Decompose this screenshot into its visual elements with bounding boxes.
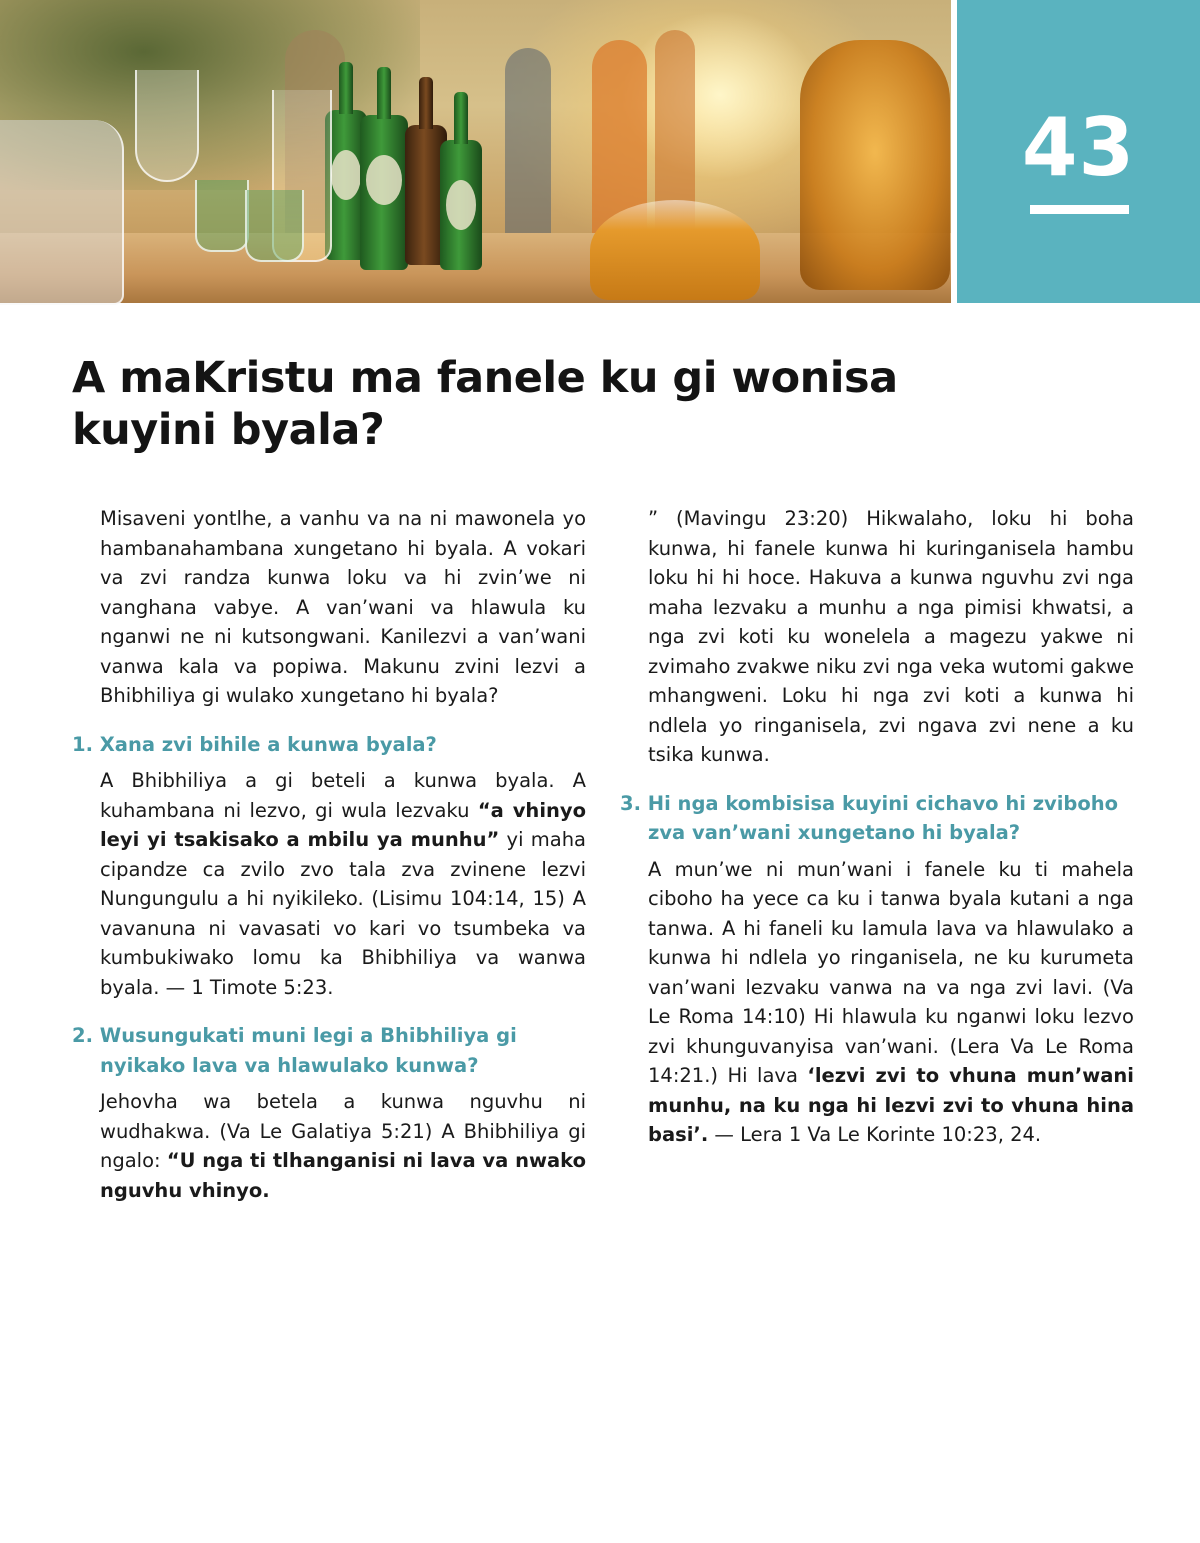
green-tumbler — [245, 190, 304, 262]
answer-2-emphasis: “U nga ti tlhanganisi ni lava va nwako nguvhu vhinyo. — [100, 1149, 586, 1202]
left-column — [72, 504, 587, 1202]
answer-3: A mun’we ni mun’wani i fanele ku ti mahela ciboho ha yece ca ku i tanwa byala kutani a nga tanwa. A hi faneli ku lamula lava va hlawulako a kunwa hi ndlela yo ringanisela, ne ku kurumeta van’wani lezvaku vanwa na va nga zvi lavi. (Va Le Roma 14:10) Hi hlawula ku nganwi loku lezvo zvi khunguvanyisa van’wani. (Lera Va Le Roma 14:21.) Hi lava ‘lezvi zvi to vhuna mun’wani munhu, na ku nga hi lezvi zvi to vhuna hina basi’. — Lera 1 Va Le Korinte 10:23, 24. — [648, 857, 1134, 1146]
green-tumbler — [195, 180, 249, 252]
person-silhouette — [505, 48, 551, 258]
beer-glass — [590, 200, 760, 300]
right-column — [620, 504, 1134, 1150]
green-bottle — [440, 140, 482, 270]
answer-2-continued: ” (Mavingu 23:20) Hikwalaho, loku hi boha kunwa, hi fanele kunwa hi kuringanisela hambu loku hi hi hoce. Hakuva a kunwa nguvhu zvi nga maha lezvaku a munhu a nga pimisi khwatsi, a nga zvi koti ku wonelela a magezu yakwe ni zvimaho zvakwe niku zvi nga veka wutomi gakwe mhangweni. Loku hi nga zvi koti a kunwa hi ndlela yo ringanisela, zvi ngava zvi nene a ku tsika kunwa. — [648, 507, 1134, 766]
wine-glass — [135, 70, 199, 182]
answer-2: Jehovha wa betela a kunwa nguvhu ni wudhakwa. (Va Le Galatiya 5:21) A Bhibhiliya gi ngalo: “U nga ti tlhanganisi ni lava va nwako nguvhu vhinyo. — [100, 1090, 586, 1202]
answer-3-emphasis: ‘lezvi zvi to vhuna mun’wani munhu, na ku nga hi lezvi zvi to vhuna hina basi’. — [648, 1064, 1134, 1146]
green-bottle — [360, 115, 408, 270]
page-title: A maKristu ma fanele ku gi wonisa kuyini byala? — [72, 353, 898, 455]
question-1: 1. Xana zvi bihile a kunwa byala? — [72, 732, 437, 756]
lesson-number-underline — [1030, 205, 1129, 214]
question-3: 3. Hi nga kombisisa kuyini cichavo hi zviboho zva van’wani xungetano hi byala? — [620, 791, 1119, 844]
answer-1: A Bhibhiliya a gi beteli a kunwa byala. A kuhambana ni lezvo, gi wula lezvaku “a vhinyo leyi yi tsakisako a mbilu ya munhu” yi maha cipandze ca zvilo zvo tala zva zvinene lezvi Nungungulu a hi nyikileko. (Lisimu 104:14, 15) A vavanuna ni vavasati vo kari vo tsumbeka va kumbukiwako lomu ka Bhibhiliya va wanwa byala. — 1 Timote 5:23. — [100, 769, 587, 999]
intro-paragraph: Misaveni yontlhe, a vanhu va na ni mawonela yo hambanahambana xungetano hi byala. A vokari va zvi randza kunwa loku va hi zvin’we ni vanghana vabye. A van’wani va hlawula ku nganwi ne ni kutsongwani. Kanilezvi a van’wani vanwa kala va popiwa. Makunu zvini lezvi a Bhibhiliya gi wulako xungetano hi byala? — [100, 507, 586, 707]
amber-jug — [800, 40, 950, 290]
hero-photo — [0, 0, 951, 303]
answer-1-emphasis: “a vhinyo leyi yi tsakisako a mbilu ya munhu” — [100, 798, 586, 851]
question-2: 2. Wusungukati muni legi a Bhibhiliya gi nyikako lava va hlawulako kunwa? — [72, 1024, 517, 1077]
lesson-number: 43 — [1021, 101, 1136, 194]
ice-bucket — [0, 120, 124, 305]
